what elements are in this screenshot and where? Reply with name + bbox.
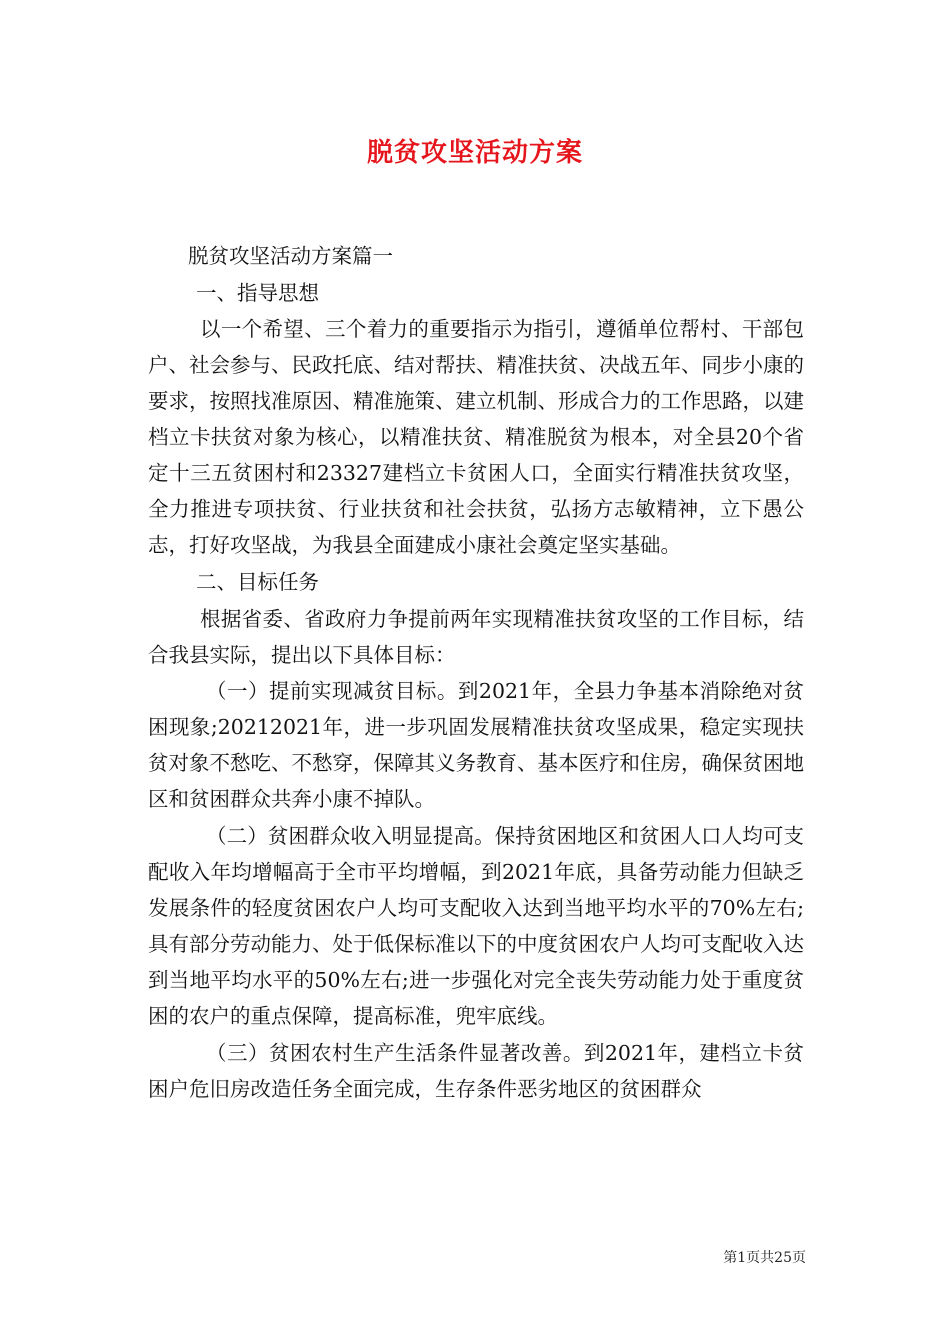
heading-goals-tasks: 二、目标任务	[196, 570, 319, 595]
document-title: 脱贫攻坚活动方案	[366, 138, 583, 168]
section-subtitle: 脱贫攻坚活动方案篇一	[188, 244, 393, 268]
document-body	[148, 238, 804, 1108]
paragraph-guiding-ideology: 以一个希望、三个着力的重要指示为指引，遵循单位帮村、干部包户、社会参与、民政托底、结对帮扶、精准扶贫、决战五年、同步小康的要求，按照找准原因、精准施策、建立机制、形成合力的工作思路，以建档立卡扶贫对象为核心，以精准扶贫、精准脱贫为根本，对全县20个省定十三五贫困村和23327建档立卡贫困人口，全面实行精准扶贫攻坚，全力推进专项扶贫、行业扶贫和社会扶贫，弘扬方志敏精神，立下愚公志，打好攻坚战，为我县全面建成小康社会奠定坚实基础。	[148, 317, 804, 558]
paragraph-goals-intro: 根据省委、省政府力争提前两年实现精准扶贫攻坚的工作目标，结合我县实际，提出以下具体目标：	[148, 606, 804, 667]
paragraph-goal-3: （三）贫困农村生产生活条件显著改善。到2021年，建档立卡贫困户危旧房改造任务全面完成，生存条件恶劣地区的贫困群众	[148, 1040, 804, 1101]
heading-guiding-ideology: 一、指导思想	[196, 280, 319, 305]
paragraph-goal-2: （二）贫困群众收入明显提高。保持贫困地区和贫困人口人均可支配收入年均增幅高于全市平均增幅，到2021年底，具备劳动能力但缺乏发展条件的轻度贫困农户人均可支配收入达到当地平均水平的70%左右;具有部分劳动能力、处于低保标准以下的中度贫困农户人均可支配收入达到当地平均水平的50%左右;进一步强化对完全丧失劳动能力处于重度贫困的农户的重点保障，提高标准，兜牢底线。	[148, 824, 804, 1029]
paragraph-goal-1: （一）提前实现减贫目标。到2021年，全县力争基本消除绝对贫困现象;20212021年，进一步巩固发展精准扶贫攻坚成果，稳定实现扶贫对象不愁吃、不愁穿，保障其义务教育、基本医疗和住房，确保贫困地区和贫困群众共奔小康不掉队。	[148, 679, 804, 812]
page-number: 第1页共25页	[723, 1250, 806, 1266]
